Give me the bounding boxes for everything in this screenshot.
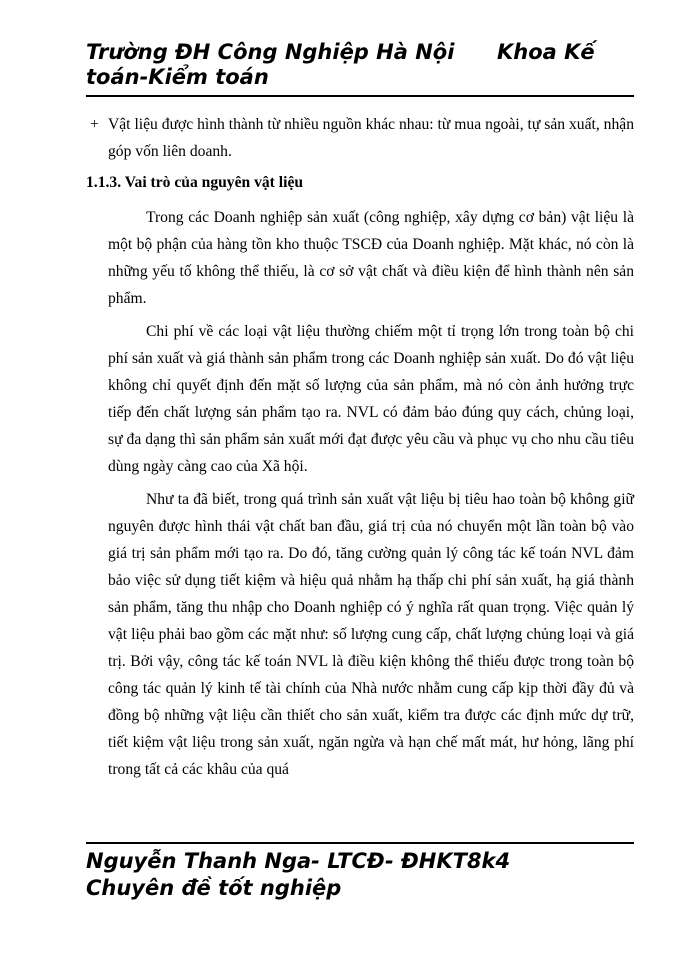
footer-title: Chuyên đề tốt nghiệp bbox=[86, 876, 342, 900]
footer-author: Nguyễn Thanh Nga- LTCĐ- ĐHKT8k4 bbox=[86, 849, 511, 873]
bullet-text: Vật liệu được hình thành từ nhiều nguồn khác nhau: từ mua ngoài, tự sản xuất, nhận góp vốn liên doanh. bbox=[108, 116, 634, 160]
paragraph: Chi phí về các loại vật liệu thường chiếm một tỉ trọng lớn trong toàn bộ chi phí sản xuất và giá thành sản phẩm trong các Doanh nghiệp sản xuất. Do đó vật liệu không chỉ quyết định đến mặt số lượng của sản phẩm, mà nó còn ảnh hưởng trực tiếp đến chất lượng sản phẩm tạo ra. NVL có đảm bảo đúng quy cách, chủng loại, sự đa dạng thì sản phẩm sản xuất mới đạt được yêu cầu và phục vụ cho nhu cầu tiêu dùng ngày càng cao của Xã hội. bbox=[108, 323, 634, 475]
school-name: Trường ĐH Công Nghiệp Hà Nội bbox=[86, 40, 455, 64]
page-footer bbox=[86, 848, 510, 902]
bullet-marker: + bbox=[90, 116, 99, 133]
department-name-line2: toán-Kiểm toán bbox=[86, 65, 269, 89]
paragraph: Trong các Doanh nghiệp sản xuất (công nghiệp, xây dựng cơ bản) vật liệu là một bộ phận của hàng tồn kho thuộc TSCĐ của Doanh nghiệp. Mặt khác, nó còn là những yếu tố không thể thiếu, là cơ sở vật chất và điều kiện để hình thành nên sản phẩm. bbox=[108, 209, 634, 307]
paragraph: Như ta đã biết, trong quá trình sản xuất vật liệu bị tiêu hao toàn bộ không giữ nguyên được hình thái vật chất ban đầu, giá trị của nó chuyển một lần toàn bộ vào giá trị sản phẩm mới tạo ra. Do đó, tăng cường quản lý công tác kế toán NVL đảm bảo việc sử dụng tiết kiệm và hiệu quả nhằm hạ thấp chi phí sản xuất, hạ giá thành sản phẩm, tăng thu nhập cho Doanh nghiệp có ý nghĩa rất quan trọng. Việc quản lý vật liệu phải bao gồm các mặt như: số lượng cung cấp, chất lượng chủng loại và giá trị. Bởi vậy, công tác kế toán NVL là điều kiện không thể thiếu được trong toàn bộ công tác quản lý kinh tế tài chính của Nhà nước nhằm cung cấp kịp thời đầy đủ và đồng bộ những vật liệu cần thiết cho sản xuất, kiểm tra được các định mức dự trữ, tiết kiệm vật liệu trong sản xuất, ngăn ngừa và hạn chế mất mát, hư hỏng, lãng phí trong tất cả các khâu của quá bbox=[108, 491, 634, 778]
bullet-item bbox=[90, 111, 634, 165]
header-divider bbox=[86, 95, 634, 97]
section-heading: 1.1.3. Vai trò của nguyên vật liệu bbox=[86, 174, 304, 191]
section-body bbox=[108, 204, 634, 789]
department-name-line1: Khoa Kế bbox=[497, 40, 595, 64]
footer-divider bbox=[86, 842, 634, 844]
